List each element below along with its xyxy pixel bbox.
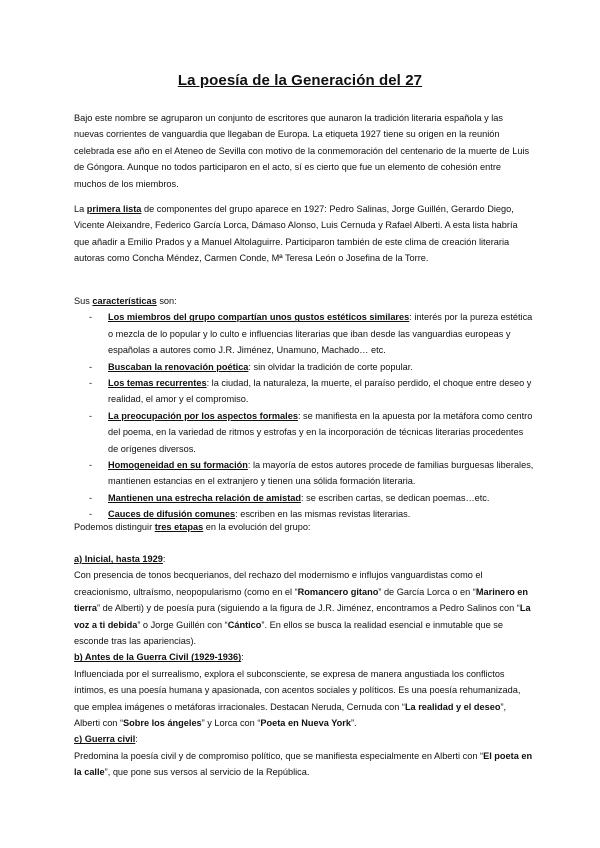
stage-a-t1: Con presencia de tonos becquerianos, del rechazo del modernismo e influjos vanguardistas como el creacionismo, ultraísmo, neopopularismo (como en el “ — [74, 570, 483, 597]
work-title: Poeta en Nueva York — [260, 718, 351, 729]
feature-text: : la ciudad, la naturaleza, la muerte, el paraíso perdido, el choque entre deseo y realidad, el amor y el compromiso. — [108, 378, 532, 405]
stage-c-t2: ”, que pone sus versos al servicio de la República. — [104, 767, 310, 778]
feature-title: Homogeneidad en su formación — [108, 460, 248, 471]
work-title: Romancero gitano — [297, 586, 379, 597]
characteristics-pre: Sus — [74, 296, 93, 306]
list-item — [74, 408, 534, 457]
stages-pre: Podemos distinguir — [74, 522, 155, 532]
feature-text: : sin olvidar la tradición de corte popular. — [248, 361, 413, 372]
feature-text: : escriben en las mismas revistas literarias. — [235, 509, 411, 520]
stage-a-t2: ” de García Lorca o en “ — [378, 586, 476, 597]
feature-title: Cauces de difusión comunes — [108, 509, 236, 520]
first-list-body: de componentes del grupo aparece en 1927: Pedro Salinas, Jorge Guillén, Gerardo Diego, Vicente Aleixandre, Federico García Lorca, Dámaso Alonso, Luis Cernuda y Rafael Alberti. A esta lista habría que añadir a Emilio Prados y a Manuel Altolaguirre. Participaron también de este clima de creación literaria autoras como Concha Méndez, Carmen Conde, Mª Teresa León o Josefina de la Torre. — [74, 204, 518, 264]
stage-c-t1: Predomina la poesía civil y de compromiso político, que se manifiesta especialmente en Alberti con “ — [74, 750, 484, 761]
stage-c-text — [74, 748, 534, 781]
first-list-text — [74, 201, 534, 267]
stage-a-t5: ”. En ellos se busca la realidad esencial e inmutable que se esconde tras las apariencias). — [74, 619, 503, 647]
stage-b-colon: : — [241, 652, 244, 663]
first-list-emphasis: primera lista — [86, 204, 142, 214]
characteristics-post: son: — [156, 296, 177, 306]
stage-b-title: b) Antes de la Guerra Civil (1929-1936) — [74, 652, 242, 663]
stage-a-t4: ” o Jorge Guillén con “ — [137, 619, 228, 630]
characteristics-emphasis: características — [92, 296, 157, 306]
stages-intro-paragraph — [74, 519, 534, 535]
stage-c-heading — [74, 731, 534, 747]
stage-a-colon: : — [162, 554, 166, 564]
page-title: La poesía de la Generación del 27 — [177, 72, 423, 89]
stage-a-t3: ” de Alberti) y de poesía pura (siguiendo a la figura de J.R. Jiménez, encontramos a Pedro Salinos con “ — [96, 603, 520, 614]
stage-b-t3: ” y Lorca con “ — [201, 718, 261, 729]
stage-c-colon: : — [135, 734, 138, 745]
work-title: Marinero en tierra — [74, 586, 528, 614]
feature-text: : interés por la pureza estética o mezcla de lo popular y lo culto e influencias literarias que iban desde las vanguardias europeas y españolas a autores como J.R. Jiménez, Unamuno, Machado… etc. — [108, 312, 533, 356]
work-title: El poeta en la calle — [74, 750, 533, 778]
list-item — [74, 309, 534, 358]
first-list-paragraph — [74, 201, 534, 267]
characteristics-list — [74, 309, 534, 522]
feature-title: Mantienen una estrecha relación de amistad — [108, 492, 302, 503]
work-title: La voz a ti debida — [74, 603, 531, 630]
stage-c-title: c) Guerra civil — [74, 734, 136, 745]
work-title: Sobre los ángeles — [123, 718, 202, 729]
stage-b-t1: Influenciada por el surrealismo, explora el subconsciente, se expresa de manera angustiada los conflictos íntimos, es una poesía humana y apasionada, con acentos sociales y políticos. Es una poesía rehumanizada, que emplea imágenes o metáforas irracionales. Destacan Neruda, Cernuda con “ — [74, 668, 521, 712]
stages-emphasis: tres etapas — [154, 522, 204, 532]
feature-text: : se escriben cartas, se dedican poemas…etc. — [301, 492, 490, 503]
stage-a-title: a) Inicial, hasta 1929 — [74, 554, 163, 564]
work-title: Cántico — [227, 619, 262, 630]
list-item — [74, 359, 534, 375]
stage-b-t2: ”, Alberti con “ — [74, 701, 507, 729]
feature-text: : la mayoría de estos autores procede de familias burguesas liberales, mantienen estancias en el extranjero y tienen una sólida formación literaria. — [108, 460, 534, 487]
stage-b-heading — [74, 649, 534, 665]
intro-paragraph — [74, 110, 534, 192]
first-list-pre: La — [74, 204, 87, 214]
feature-title: Buscaban la renovación poética — [108, 361, 249, 372]
stage-a-heading — [74, 551, 534, 567]
stages-post: en la evolución del grupo: — [203, 522, 311, 532]
characteristics-section — [74, 293, 534, 523]
work-title: La realidad y el deseo — [404, 701, 501, 712]
feature-title: Los temas recurrentes — [108, 378, 207, 389]
feature-title: Los miembros del grupo compartían unos gustos estéticos similares — [108, 312, 410, 323]
list-item — [74, 490, 534, 506]
list-item — [74, 457, 534, 490]
intro-text: Bajo este nombre se agruparon un conjunto de escritores que aunaron la tradición literaria española y las nuevas corrientes de vanguardia que llegaban de Europa. La etiqueta 1927 tiene su origen en la reunión celebrada ese año en el Ateneo de Sevilla con motivo de la conmemoración del centenario de la muerte de Luis de Góngora. Aunque no todos participaron en el acto, sí es cierto que fue un elemento de cohesión entre muchos de los miembros. — [74, 113, 530, 189]
list-item — [74, 375, 534, 408]
stage-b-t4: ”. — [350, 718, 357, 729]
feature-title: La preocupación por los aspectos formales — [108, 410, 298, 421]
stages-section — [74, 551, 534, 781]
feature-text: : se manifiesta en la apuesta por la metáfora como centro del poema, en la variedad de ritmos y estrofas y en la incorporación de técnicas literarias procedentes de orígenes diversos. — [108, 410, 533, 454]
characteristics-intro — [74, 293, 534, 309]
stage-a-text — [74, 567, 534, 649]
stages-intro — [74, 519, 534, 535]
stage-b-text — [74, 666, 534, 732]
